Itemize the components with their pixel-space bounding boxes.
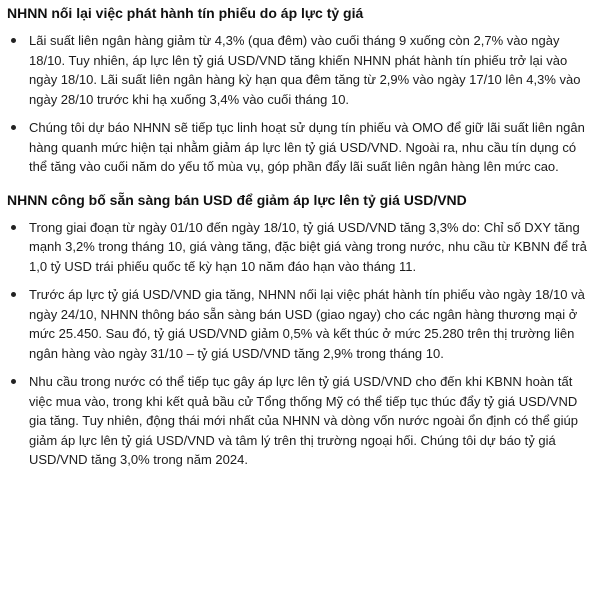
bullet-text: Trong giai đoạn từ ngày 01/10 đến ngày 18/10, tỷ giá USD/VND tăng 3,3% do: Chỉ số DXY tăng mạnh 3,2% trong tháng 10, giá vàng tăng, đặc biệt giá vàng trong nước, nhu cầu từ KBNN để trả 1,0 tỷ USD trái phiếu quốc tế kỳ hạn 10 năm đáo hạn vào tháng 11. [29,219,587,274]
list-item [7,372,590,470]
bullet-text: Lãi suất liên ngân hàng giảm từ 4,3% (qua đêm) vào cuối tháng 9 xuống còn 2,7% vào ngày 18/10. Tuy nhiên, áp lực lên tỷ giá USD/VND tăng khiến NHNN phát hành tín phiếu trở lại vào ngày 18/10. Lãi suất liên ngân hàng kỳ hạn qua đêm tăng từ 2,9% vào ngày 17/10 lên 4,3% vào ngày 28/10 trước khi hạ xuống 3,4% vào cuối tháng 10. [29,33,581,107]
bullet-text: Chúng tôi dự báo NHNN sẽ tiếp tục linh hoạt sử dụng tín phiếu và OMO để giữ lãi suất liên ngân hàng quanh mức hiện tại nhằm giảm áp lực lên tỷ giá USD/VND. Ngoài ra, nhu cầu tín dụng có thể tăng vào cuối năm do yếu tố mùa vụ, góp phần đẩy lãi suất liên ngân hàng lên mức cao. [29,120,585,174]
section-heading-treasury-bills: NHNN nối lại việc phát hành tín phiếu do áp lực tỷ giá [7,5,364,21]
bullet-text: Trước áp lực tỷ giá USD/VND gia tăng, NHNN nối lại việc phát hành tín phiếu vào ngày 18/10 và ngày 24/10, NHNN thông báo sẵn sàng bán USD (giao ngay) cho các ngân hàng thương mại ở mức 25.450. Sau đó, tỷ giá USD/VND giảm 0,5% và kết thúc ở mức 25.280 trên thị trường liên ngân hàng vào ngày 31/10 – tỷ giá USD/VND tăng 2,9% trong tháng 10. [29,287,585,361]
bullet-list-treasury-bills [7,31,590,177]
bullet-icon [11,379,16,384]
list-item [7,118,590,177]
list-item [7,285,590,363]
bullet-list-usd-sale [7,218,590,470]
bullet-text: Nhu cầu trong nước có thể tiếp tục gây áp lực lên tỷ giá USD/VND cho đến khi KBNN hoàn tất việc mua vào, trong khi kết quả bầu cử Tổng thống Mỹ có thể tiếp tục thúc đẩy tỷ giá USD/VND gia tăng. Tuy nhiên, động thái mới nhất của NHNN và dòng vốn nước ngoài ổn định có thể giúp giảm áp lực lên tỷ giá USD/VND và tâm lý trên thị trường ngoại hối. Chúng tôi dự báo tỷ giá USD/VND tăng 3,0% trong năm 2024. [29,374,578,467]
list-item [7,218,590,277]
section-heading-usd-sale: NHNN công bố sẵn sàng bán USD để giảm áp lực lên tỷ giá USD/VND [7,191,467,208]
bullet-icon [11,225,16,230]
bullet-icon [11,125,16,130]
bullet-icon [11,292,16,297]
list-item [7,31,590,109]
bullet-icon [11,38,16,43]
